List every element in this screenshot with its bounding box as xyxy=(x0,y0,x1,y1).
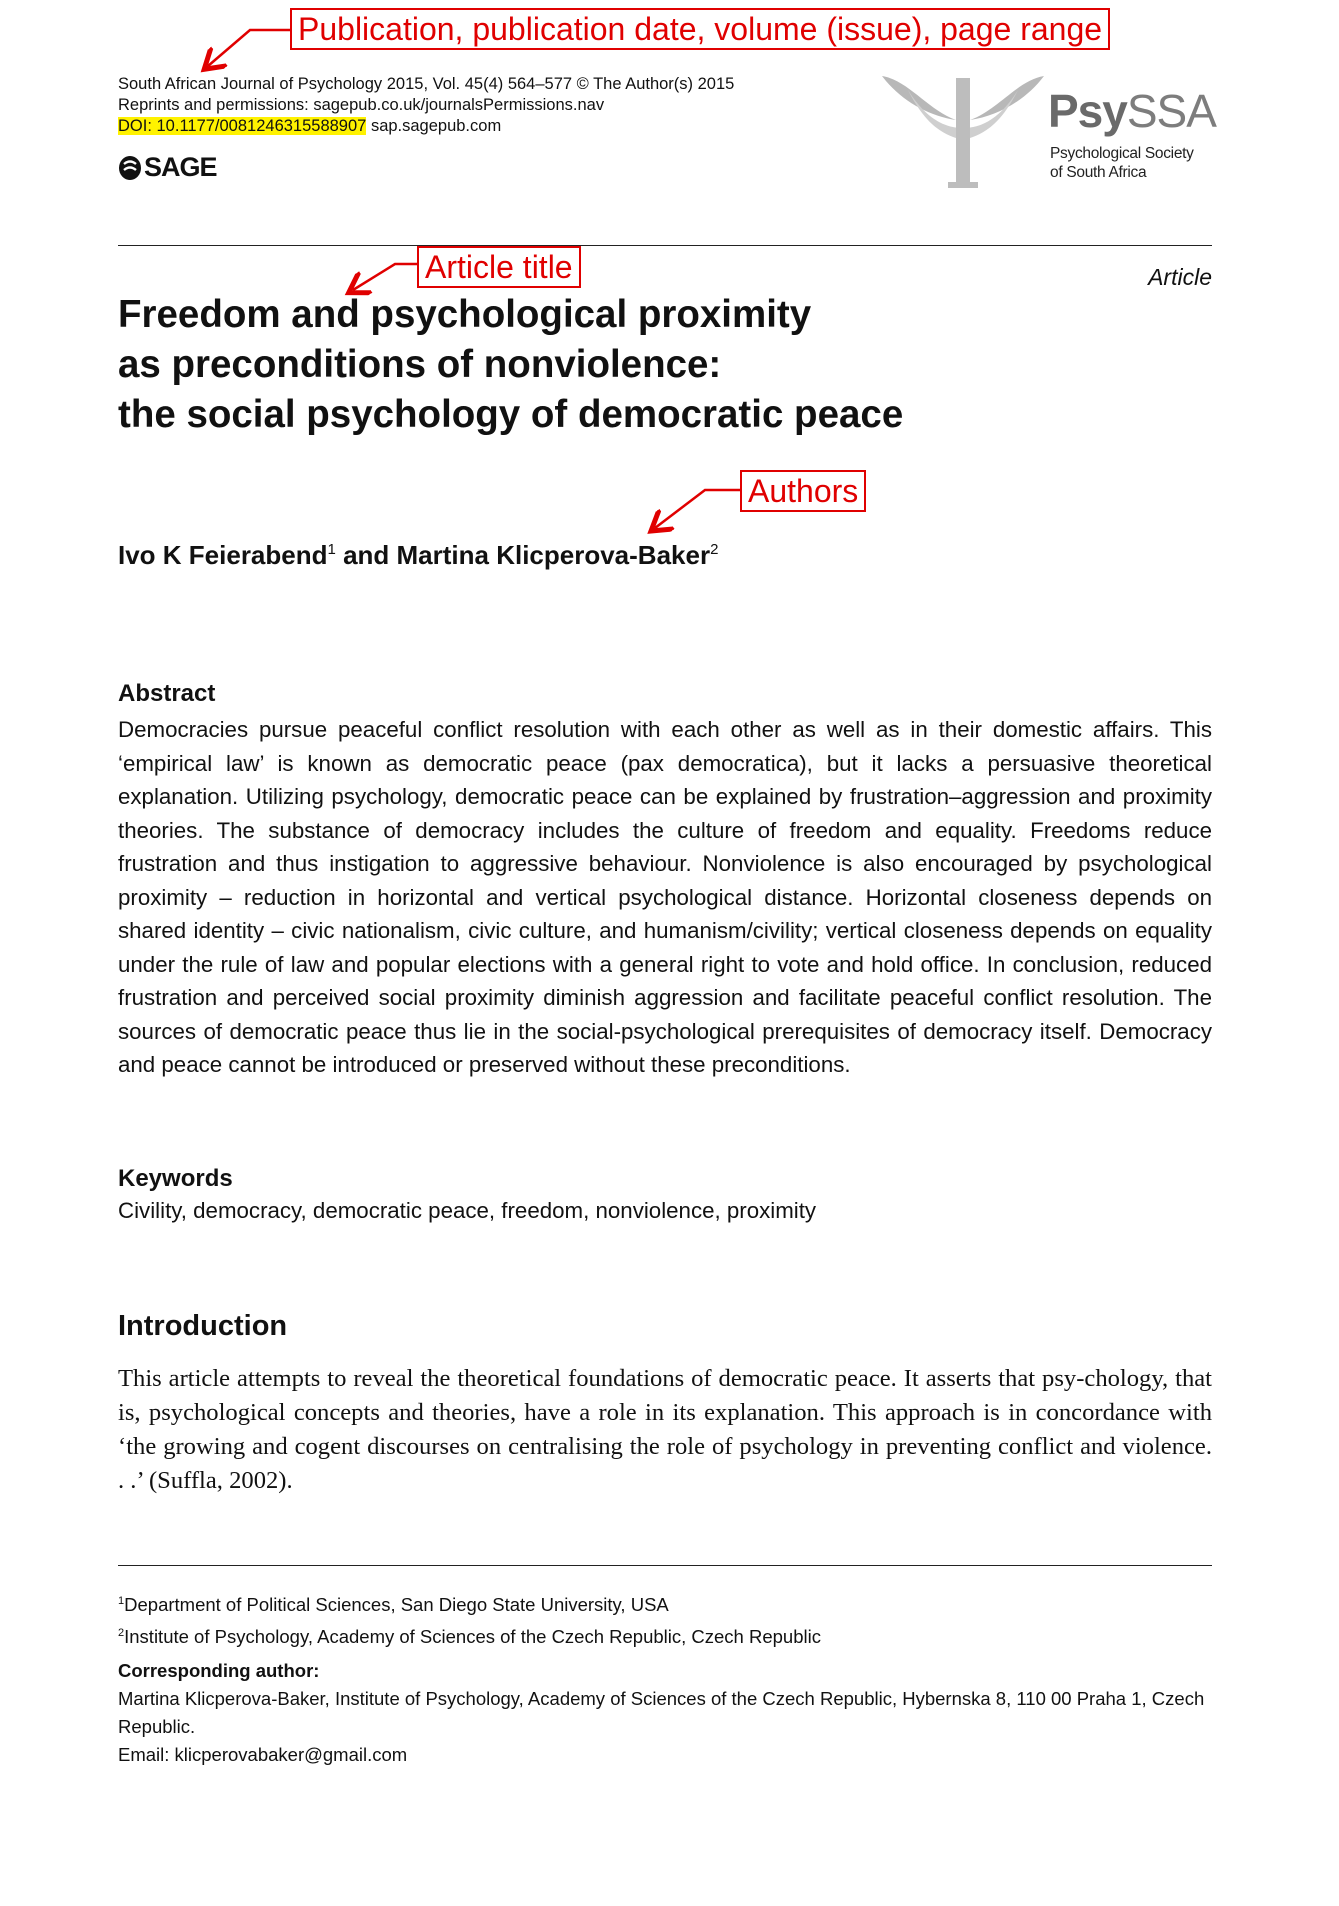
affiliation-item: $^1$Department of Political Sciences, San Diego State University, USA xyxy=(118,1594,669,1615)
author-name[interactable]: Ivo K Feierabend xyxy=(118,540,328,570)
psyssa-subtitle: Psychological Society of South Africa xyxy=(1050,145,1194,181)
reprints-line: Reprints and permissions: sagepub.co.uk/journalsPermissions.nav xyxy=(118,96,605,114)
affiliation-item: $^2$Institute of Psychology, Academy of Sciences of the Czech Republic, Czech Republic xyxy=(118,1626,821,1647)
annotation-arrow-icon xyxy=(353,264,417,290)
keywords-heading: Keywords xyxy=(118,1165,233,1192)
annotation-arrow-icon xyxy=(655,490,740,528)
author-affiliation-mark: 2 xyxy=(710,541,719,558)
introduction-text: This article attempts to reveal the theoretical foundations of democratic peace. It asserts that psy-chology, that is, psychological concepts and theories, have a role in its explanation. This approach is in concordance with ‘the growing and cogent discourses on centralising the role of psychology in preventing conflict and violence. . .’ (Suffla, 2002). xyxy=(118,1365,1212,1494)
annotation-authors: Authors xyxy=(740,470,866,512)
title-line: as preconditions of nonviolence: xyxy=(118,343,722,386)
keywords-text: Civility, democracy, democratic peace, freedom, nonviolence, proximity xyxy=(118,1198,817,1223)
author-name[interactable]: Martina Klicperova-Baker xyxy=(396,540,711,570)
author-conjunction: and xyxy=(335,540,397,570)
sage-logo-text: SAGE xyxy=(144,152,217,182)
article-type: Article xyxy=(1148,264,1212,290)
journal-line: South African Journal of Psychology 2015, Vol. 45(4) 564–577 © The Author(s) 2015 xyxy=(118,75,735,93)
annotation-publication: Publication, publication date, volume (issue), page range xyxy=(290,8,1110,50)
annotation-arrow-icon xyxy=(208,30,290,66)
doi-link[interactable]: DOI: 10.1177/0081246315588907 xyxy=(118,117,367,135)
site-link[interactable]: sap.sagepub.com xyxy=(370,117,502,135)
corresponding-address: Martina Klicperova-Baker, Institute of Psychology, Academy of Sciences of the Czech Republic, Hybernska 8, 110 00 Praha 1, Czech Republic. xyxy=(118,1688,1205,1737)
abstract-heading: Abstract xyxy=(118,680,216,707)
author-affiliation-mark: 1 xyxy=(327,541,336,558)
psyssa-name: PsySSA xyxy=(1048,85,1216,137)
annotation-title: Article title xyxy=(417,246,581,288)
introduction-heading: Introduction xyxy=(118,1310,288,1342)
corresponding-label: Corresponding author: xyxy=(118,1660,320,1681)
title-line: the social psychology of democratic peace xyxy=(118,393,904,436)
abstract-text: Democracies pursue peaceful conflict resolution with each other as well as in their domestic affairs. This ‘empirical law’ is known as democratic peace (pax democratica), but it lacks a persuasive theoretical explanation. Utilizing psychology, democratic peace can be explained by frustration–aggression and proximity theories. The substance of democracy includes the culture of freedom and equality. Freedoms reduce frustration and thus instigation to aggressive behaviour. Nonviolence is also encouraged by psychological proximity – reduction in horizontal and vertical psychological distance. Horizontal closeness depends on shared identity – civic nationalism, civic culture, and humanism/civility; vertical closeness depends on equality under the rule of law and popular elections with a general right to vote and hold office. In conclusion, reduced frustration and perceived social proximity diminish aggression and facilitate peaceful conflict resolution. The sources of democratic peace thus lie in the social-psychological prerequisites of democracy itself. Democracy and peace cannot be introduced or preserved without these preconditions. xyxy=(118,717,1212,1077)
corresponding-email[interactable]: Email: klicperovabaker@gmail.com xyxy=(118,1744,408,1765)
title-line: Freedom and psychological proximity xyxy=(118,293,812,336)
